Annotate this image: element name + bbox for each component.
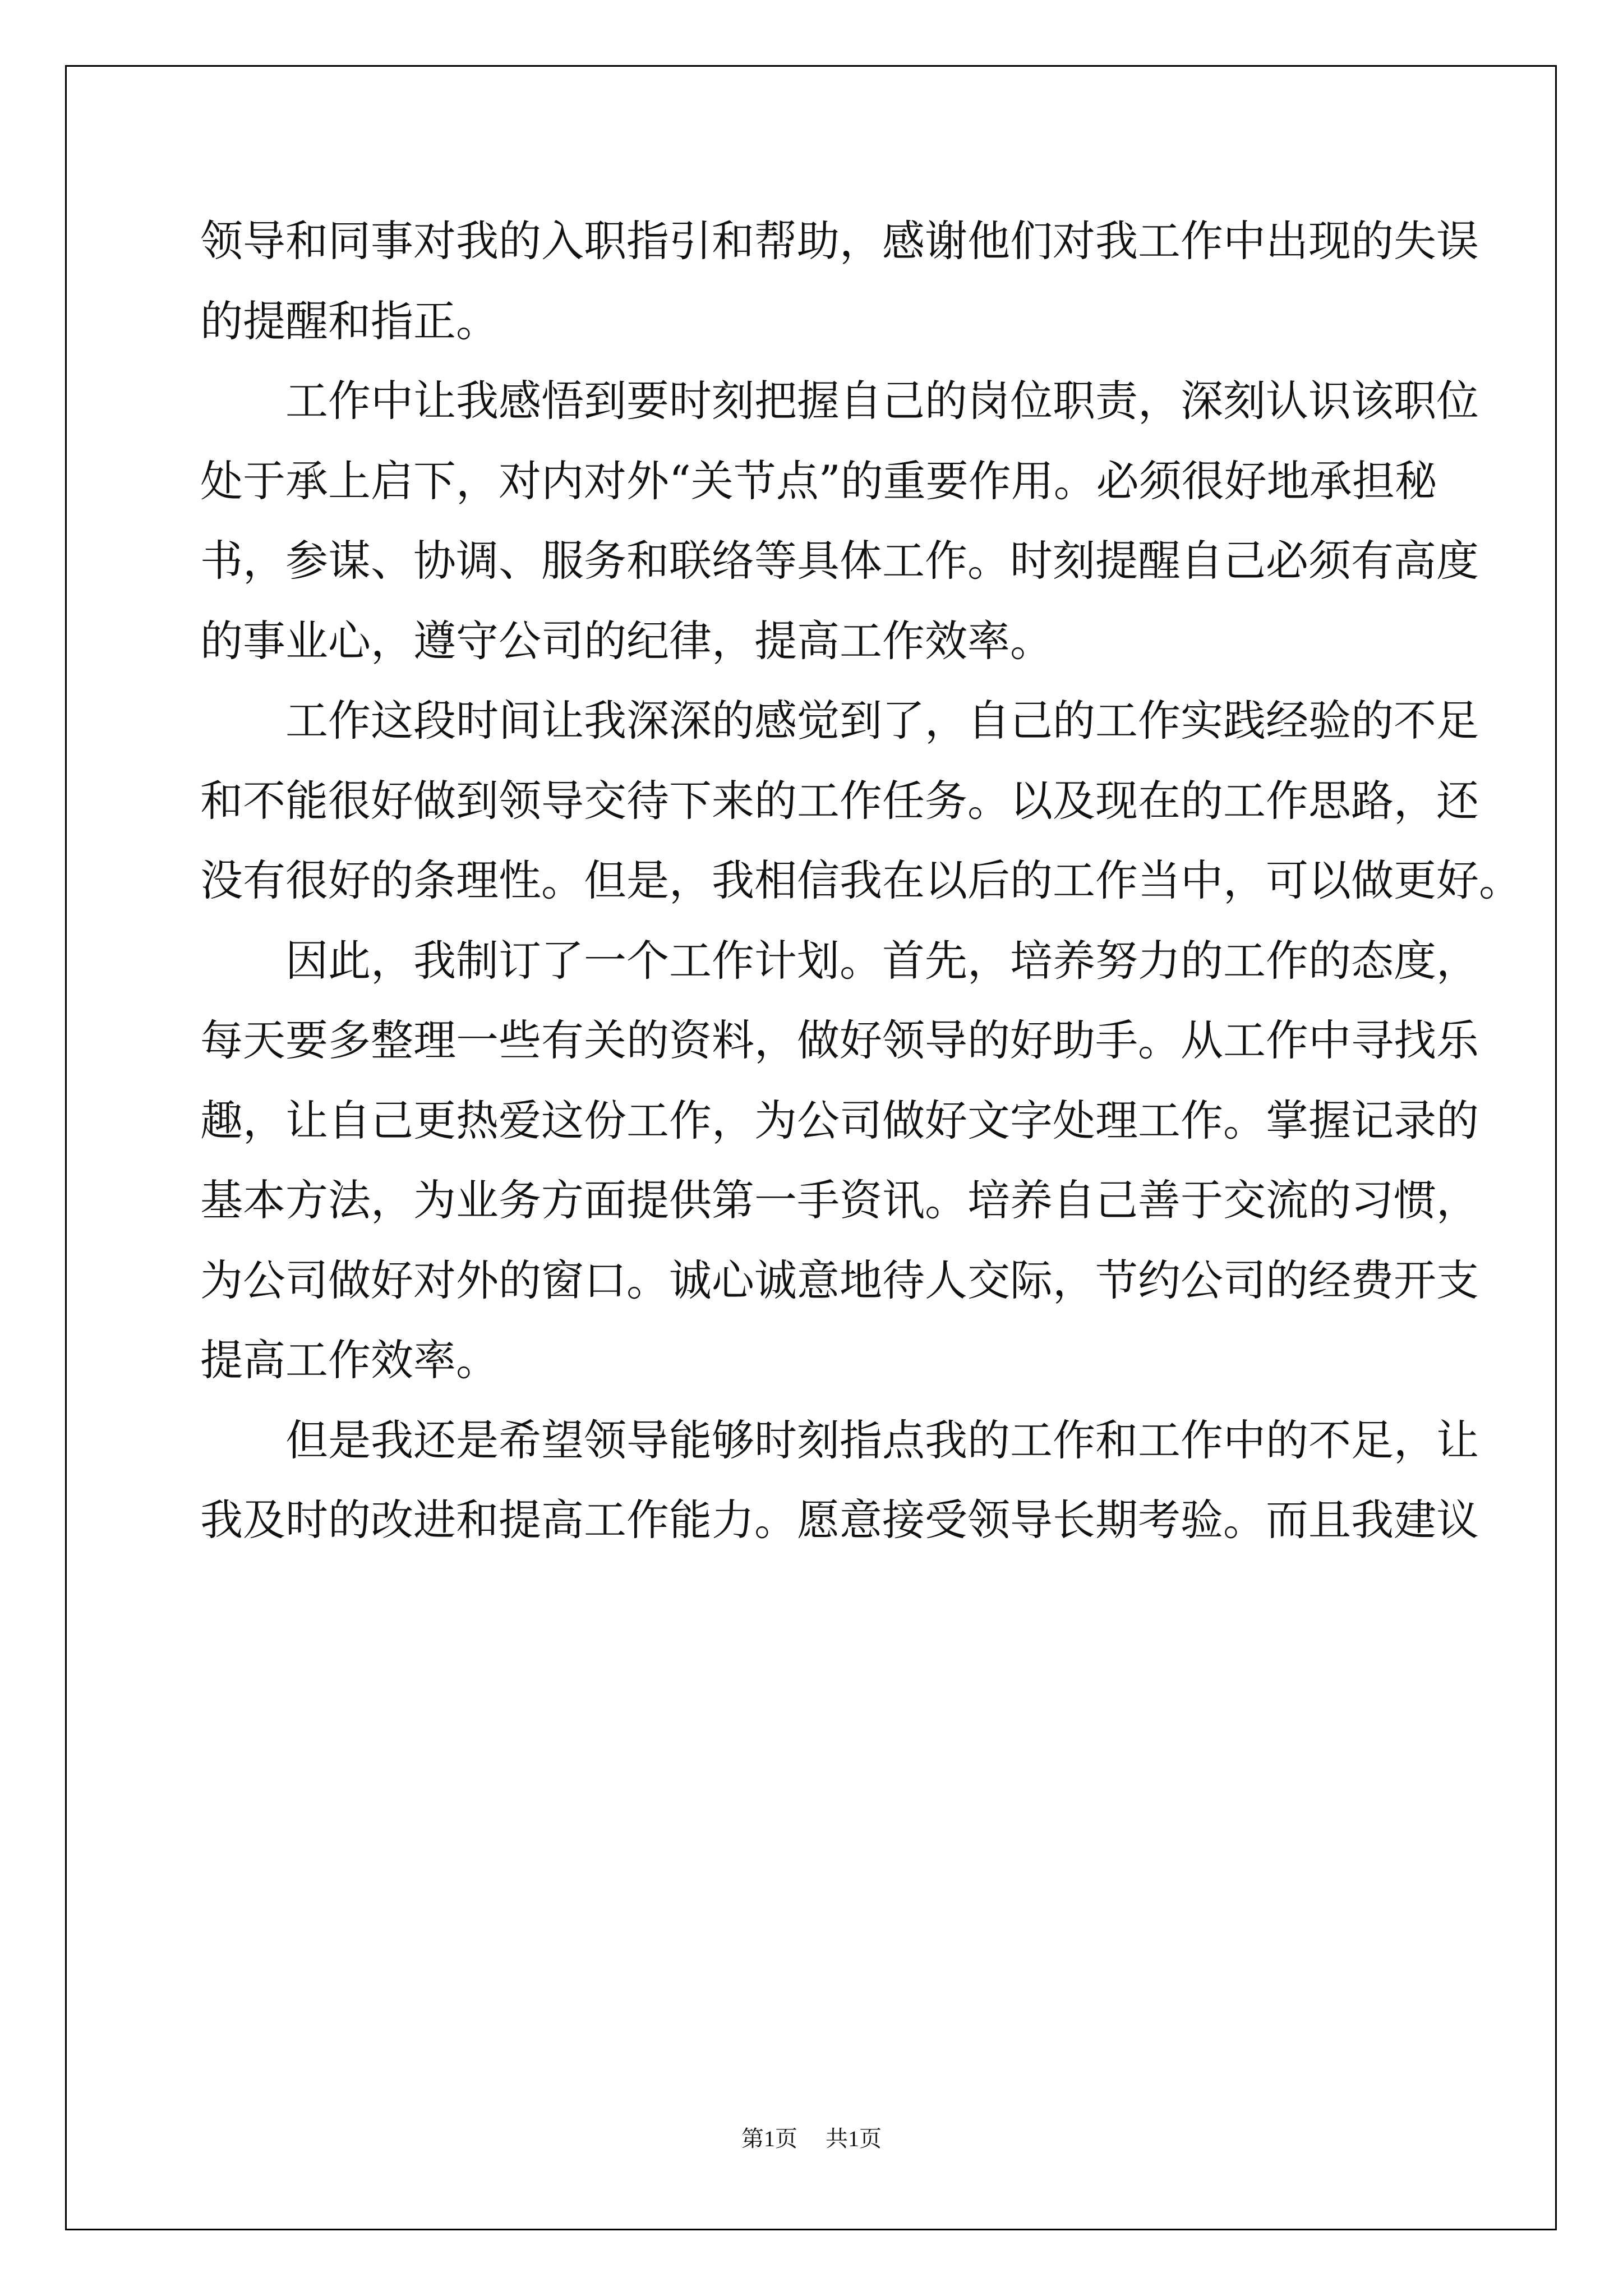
page-footer (0, 2125, 1623, 2153)
text-line: 和不能很好做到领导交待下来的工作任务。以及现在的工作思路，还 (200, 775, 1479, 826)
paragraph-start-line: 工作这段时间让我深深的感觉到了，自己的工作实践经验的不足 (285, 696, 1479, 746)
text-line: 提高工作效率。 (200, 1335, 499, 1385)
document-body (200, 201, 1521, 1561)
text-line: 基本方法，为业务方面提供第一手资讯。培养自己善于交流的习惯， (200, 1175, 1479, 1225)
paragraph-start-line: 工作中让我感悟到要时刻把握自己的岗位职责，深刻认识该职位 (285, 376, 1479, 426)
page-number-total: 共1页 (826, 2126, 882, 2151)
text-line: 的事业心，遵守公司的纪律，提高工作效率。 (200, 615, 1053, 666)
paragraph-start-line: 因此，我制订了一个工作计划。首先，培养努力的工作的态度， (285, 935, 1479, 986)
paragraph-start-line: 但是我还是希望领导能够时刻指点我的工作和工作中的不足，让 (285, 1415, 1479, 1465)
text-line: 我及时的改进和提高工作能力。愿意接受领导长期考验。而且我建议 (200, 1495, 1479, 1545)
text-line: 每天要多整理一些有关的资料，做好领导的好助手。从工作中寻找乐 (200, 1015, 1479, 1065)
text-line: 领导和同事对我的入职指引和帮助，感谢他们对我工作中出现的失误 (200, 216, 1479, 266)
text-line: 为公司做好对外的窗口。诚心诚意地待人交际，节约公司的经费开支 (200, 1255, 1479, 1305)
text-line: 的提醒和指正。 (200, 296, 499, 346)
text-line: 趣，让自己更热爱这份工作，为公司做好文字处理工作。掌握记录的 (200, 1095, 1479, 1145)
text-line: 处于承上启下，对内对外“关节点”的重要作用。必须很好地承担秘 (200, 455, 1437, 506)
text-line: 没有很好的条理性。但是，我相信我在以后的工作当中，可以做更好。 (200, 855, 1521, 905)
text-line: 书，参谋、协调、服务和联络等具体工作。时刻提醒自己必须有高度 (200, 536, 1479, 586)
page-number-current: 第1页 (741, 2126, 797, 2151)
